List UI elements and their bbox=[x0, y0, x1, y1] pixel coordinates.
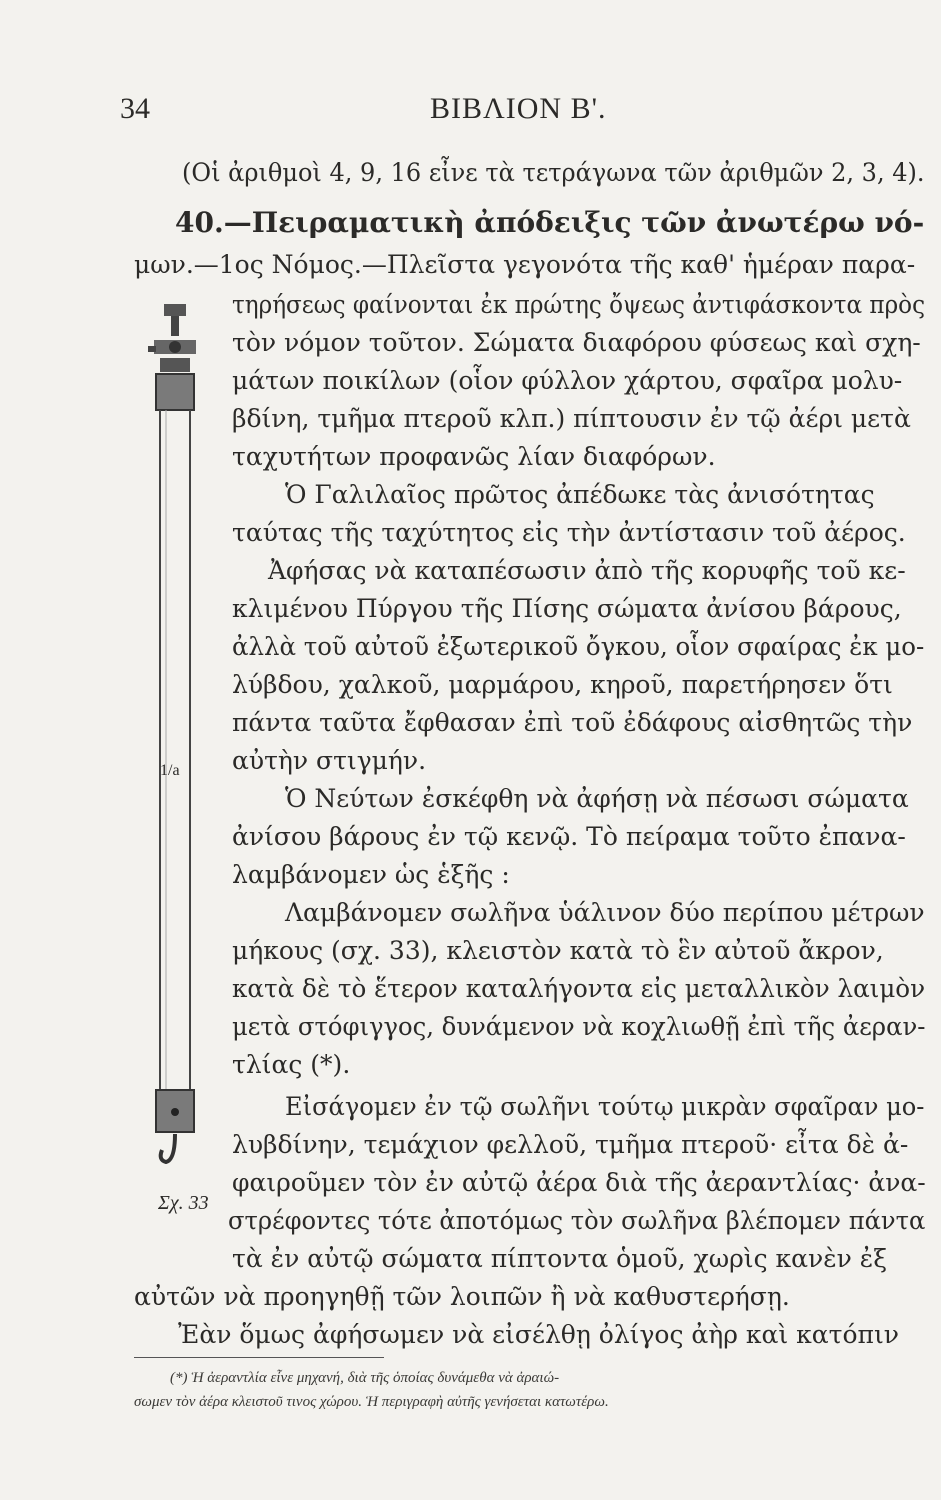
figure-33-glass-tube bbox=[140, 300, 210, 1180]
text-line: Ἐὰν ὅμως ἀφήσωμεν νὰ εἰσέλθῃ ὀλίγος ἀὴρ καὶ κατόπιν bbox=[178, 1320, 899, 1349]
running-head: ΒΙΒΛΙΟΝ Β'. bbox=[430, 92, 607, 125]
text-line: μάτων ποικίλων (οἷον φύλλον χάρτου, σφαῖρα μολυ- bbox=[232, 366, 903, 395]
text-line: λυβδίνην, τεμάχιον φελλοῦ, τμῆμα πτεροῦ· εἶτα δὲ ἀ- bbox=[232, 1130, 909, 1159]
footnote-rule bbox=[134, 1357, 384, 1358]
text-line: ἀλλὰ τοῦ αὐτοῦ ἐξωτερικοῦ ὄγκου, οἷον σφαίρας ἐκ μο- bbox=[232, 632, 925, 661]
text-line: πάντα ταῦτα ἔφθασαν ἐπὶ τοῦ ἐδάφους αἰσθητῶς τὴν bbox=[232, 708, 913, 737]
text-line: μων.—1ος Νόμος.—Πλεῖστα γεγονότα τῆς καθ' ἡμέραν παρα- bbox=[134, 250, 916, 279]
page-number: 34 bbox=[120, 92, 150, 125]
text-line: τὸν νόμον τοῦτον. Σώματα διαφόρου φύσεως καὶ σχη- bbox=[232, 328, 921, 357]
section-heading: 40.—Πειραματικὴ ἀπόδειξις τῶν ἀνωτέρω νό- bbox=[175, 206, 925, 239]
text-line: Ὁ Γαλιλαῖος πρῶτος ἀπέδωκε τὰς ἀνισότητας bbox=[285, 480, 875, 509]
figure-caption: Σχ. 33 bbox=[158, 1192, 209, 1214]
text-line: μήκους (σχ. 33), κλειστὸν κατὰ τὸ ἓν αὐτοῦ ἄκρον, bbox=[232, 936, 884, 965]
text-line: βδίνη, τμῆμα πτεροῦ κλπ.) πίπτουσιν ἐν τῷ ἀέρι μετὰ bbox=[232, 404, 911, 433]
text-line: τλίας (*). bbox=[232, 1050, 351, 1079]
text-line: κλιμένου Πύργου τῆς Πίσης σώματα ἀνίσου βάρους, bbox=[232, 594, 902, 623]
text-line: τὰ ἐν αὐτῷ σώματα πίπτοντα ὁμοῦ, χωρὶς κανὲν ἐξ bbox=[232, 1244, 887, 1273]
text-line: Ὁ Νεύτων ἐσκέφθη νὰ ἀφήσῃ νὰ πέσωσι σώματα bbox=[285, 784, 909, 813]
text-line: αὐτὴν στιγμήν. bbox=[232, 746, 427, 775]
page-header bbox=[0, 92, 941, 142]
text-line: ταχυτήτων προφανῶς λίαν διαφόρων. bbox=[232, 442, 716, 471]
figure-mark: 1/a bbox=[160, 762, 180, 779]
text-line: ἀνίσου βάρους ἐν τῷ κενῷ. Τὸ πείραμα τοῦτο ἐπανα- bbox=[232, 822, 906, 851]
text-line: λύβδου, χαλκοῦ, μαρμάρου, κηροῦ, παρετήρησεν ὅτι bbox=[232, 670, 893, 699]
text-line: Ἀφήσας νὰ καταπέσωσιν ἀπὸ τῆς κορυφῆς τοῦ κε- bbox=[268, 556, 906, 585]
text-line: (Οἱ ἀριθμοὶ 4, 9, 16 εἶνε τὰ τετράγωνα τῶν ἀριθμῶν 2, 3, 4). bbox=[182, 158, 925, 187]
glass-tube-drawing bbox=[140, 300, 210, 1180]
text-line: λαμβάνομεν ὡς ἑξῆς : bbox=[232, 860, 510, 889]
text-line: κατὰ δὲ τὸ ἕτερον καταλήγοντα εἰς μεταλλικὸν λαιμὸν bbox=[232, 974, 926, 1003]
text-line: στρέφοντες τότε ἀποτόμως τὸν σωλῆνα βλέπομεν πάντα bbox=[228, 1206, 926, 1235]
text-line: Εἰσάγομεν ἐν τῷ σωλῆνι τούτῳ μικρὰν σφαῖραν μο- bbox=[285, 1092, 925, 1121]
text-line: τηρήσεως φαίνονται ἐκ πρώτης ὄψεως ἀντιφάσκοντα πρὸς bbox=[232, 290, 926, 319]
text-line: μετὰ στόφιγγος, δυνάμενον νὰ κοχλιωθῇ ἐπὶ τῆς ἀεραν- bbox=[232, 1012, 926, 1041]
footnote-line: σωμεν τὸν ἀέρα κλειστοῦ τινος χώρου. Ἡ περιγραφὴ αὐτῆς γενήσεται κατωτέρω. bbox=[134, 1394, 609, 1410]
text-line: ταύτας τῆς ταχύτητος εἰς τὴν ἀντίστασιν τοῦ ἀέρος. bbox=[232, 518, 906, 547]
text-line: Λαμβάνομεν σωλῆνα ὑάλινον δύο περίπου μέτρων bbox=[285, 898, 925, 927]
text-line: φαιροῦμεν τὸν ἐν αὐτῷ ἀέρα διὰ τῆς ἀεραντλίας· ἀνα- bbox=[232, 1168, 926, 1197]
text-line: αὐτῶν νὰ προηγηθῇ τῶν λοιπῶν ἢ νὰ καθυστερήσῃ. bbox=[134, 1282, 790, 1311]
footnote-line: (*) Ἡ ἀεραντλία εἶνε μηχανή, διὰ τῆς ὁποίας δυνάμεθα νὰ ἀραιώ- bbox=[170, 1370, 560, 1386]
